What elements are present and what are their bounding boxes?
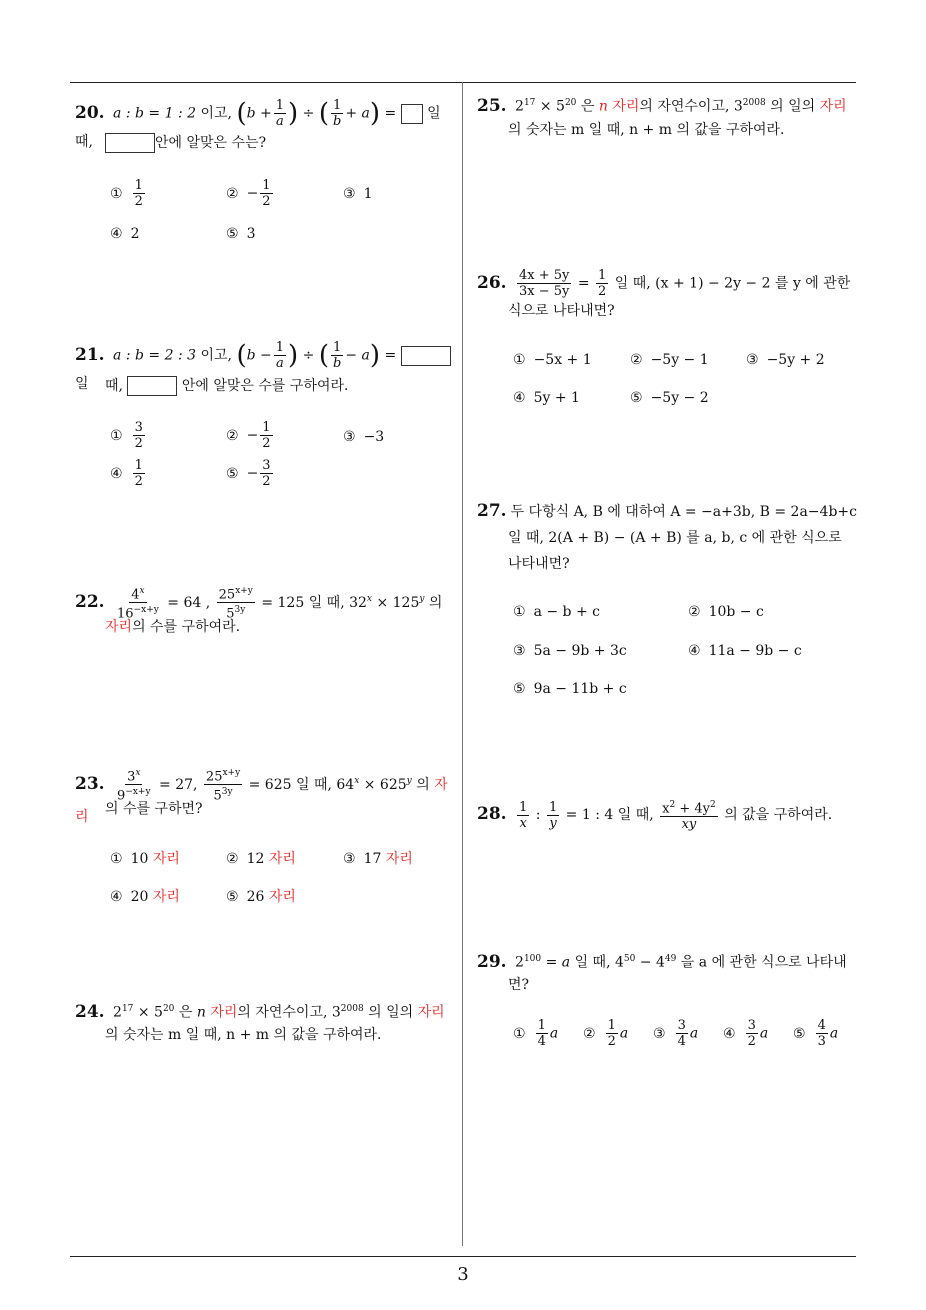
answer-box	[127, 376, 177, 396]
top-rule	[70, 82, 856, 83]
bottom-rule	[70, 1256, 856, 1257]
option-5[interactable]: ⑤ 26 자리	[226, 889, 296, 905]
question-28: 28. $\frac{1}{x}$ : $\frac{1}{y}$ = 1 : 4 일 때, $\frac{x^2 + 4y^2}{xy}$ 의 값을 구하여라.	[477, 799, 833, 833]
option-4[interactable]: ④ 20 자리	[110, 889, 180, 905]
option-4[interactable]: ④ 2	[110, 226, 140, 242]
option-1[interactable]: ① $\frac{1}{2}$	[110, 178, 143, 209]
answer-box	[105, 133, 155, 153]
question-21-line2: 때, 안에 알맞은 수를 구하여라.	[105, 378, 349, 394]
question-23-line2: 의 수를 구하면?	[105, 801, 203, 817]
option-3[interactable]: ③ 17 자리	[343, 851, 413, 867]
question-23: 23. $\frac{3^x}{9^{-x+y}}$ = 27, $\frac{25^{x+y}}{5^{3y}}$ = 625 일 때, $64^x \times 625^y$ 의 자리	[75, 768, 448, 825]
option-3[interactable]: ③ 1	[343, 186, 373, 202]
question-29-line2: 면?	[508, 977, 530, 993]
option-2[interactable]: ② − $\frac{1}{2}$	[226, 178, 271, 209]
option-1[interactable]: ① a − b + c	[513, 604, 600, 620]
option-5[interactable]: ⑤ − $\frac{3}{2}$	[226, 458, 271, 489]
question-25-line2: 의 숫자는 m 일 때, n + m 의 값을 구하여라.	[508, 122, 785, 138]
question-number: 20.	[75, 102, 105, 123]
option-2[interactable]: ② 12 자리	[226, 851, 296, 867]
option-2[interactable]: ② $\frac{1}{2}$ a	[583, 1018, 629, 1049]
option-5[interactable]: ⑤ 3	[226, 226, 256, 242]
question-22-line2: 자리의 수를 구하여라.	[105, 619, 241, 635]
option-2[interactable]: ② − $\frac{1}{2}$	[226, 420, 271, 451]
option-2[interactable]: ② −5y − 1	[630, 352, 709, 368]
column-divider	[462, 82, 463, 1246]
question-20-line2: 안에 알맞은 수는?	[105, 130, 266, 156]
option-5[interactable]: ⑤ $\frac{4}{3}$ a	[793, 1018, 839, 1049]
option-4[interactable]: ④ 5y + 1	[513, 390, 580, 406]
question-21: 21. a : b = 2 : 3 이고, (b − $\frac{1}{a}$ ) ÷ ( $\frac{1}{b}$ − a) = 일	[75, 340, 457, 397]
option-3[interactable]: ③ −5y + 2	[746, 352, 825, 368]
page-number: 3	[457, 1264, 469, 1285]
question-26-line2: 식으로 나타내면?	[508, 303, 615, 319]
question-26: 26. $\frac{4x + 5y}{3x - 5y}$ = $\frac{1}{2}$ 일 때, (x + 1) − 2y − 2 를 y 에 관한	[477, 268, 851, 299]
question-25: 25. $2^{17} \times 5^{20}$ 은 n 자리의 자연수이고, $3^{2008}$ 의 일의 자리	[477, 95, 847, 116]
question-27: 27. 두 다항식 A, B 에 대하여 A = −a+3b, B = 2a−4b+c	[477, 501, 857, 521]
option-1[interactable]: ① 10 자리	[110, 851, 180, 867]
question-27-line3: 나타내면?	[508, 556, 570, 572]
question-24: 24. $2^{17} \times 5^{20}$ 은 n 자리의 자연수이고, $3^{2008}$ 의 일의 자리	[75, 1001, 445, 1022]
option-1[interactable]: ① −5x + 1	[513, 352, 592, 368]
option-5[interactable]: ⑤ −5y − 2	[630, 390, 709, 406]
question-27-line2: 일 때, 2(A + B) − (A + B) 를 a, b, c 에 관한 식으로	[508, 530, 842, 546]
question-22: 22. $\frac{4^x}{16^{-x+y}}$ = 64 , $\frac{25^{x+y}}{5^{3y}}$ = 125 일 때, $32^x \times 125^y$ 의	[75, 586, 443, 622]
question-24-line2: 의 숫자는 m 일 때, n + m 의 값을 구하여라.	[105, 1027, 382, 1043]
question-29: 29. $2^{100} = a$ 일 때, $4^{50} - 4^{49}$ 을 a 에 관한 식으로 나타내	[477, 951, 847, 972]
option-1[interactable]: ① $\frac{3}{2}$	[110, 420, 143, 451]
answer-box	[401, 104, 423, 124]
option-4[interactable]: ④ 11a − 9b − c	[688, 643, 802, 659]
option-3[interactable]: ③ $\frac{3}{4}$ a	[653, 1018, 699, 1049]
option-5[interactable]: ⑤ 9a − 11b + c	[513, 681, 627, 697]
question-20: 20. a : b = 1 : 2 이고, (b + $\frac{1}{a}$ ) ÷ ( $\frac{1}{b}$ + a) = 일 때,	[75, 98, 441, 150]
option-2[interactable]: ② 10b − c	[688, 604, 764, 620]
option-4[interactable]: ④ $\frac{3}{2}$ a	[723, 1018, 769, 1049]
option-1[interactable]: ① $\frac{1}{4}$ a	[513, 1018, 559, 1049]
option-3[interactable]: ③ −3	[343, 429, 385, 445]
option-4[interactable]: ④ $\frac{1}{2}$	[110, 458, 143, 489]
option-3[interactable]: ③ 5a − 9b + 3c	[513, 643, 627, 659]
answer-box	[401, 346, 451, 366]
